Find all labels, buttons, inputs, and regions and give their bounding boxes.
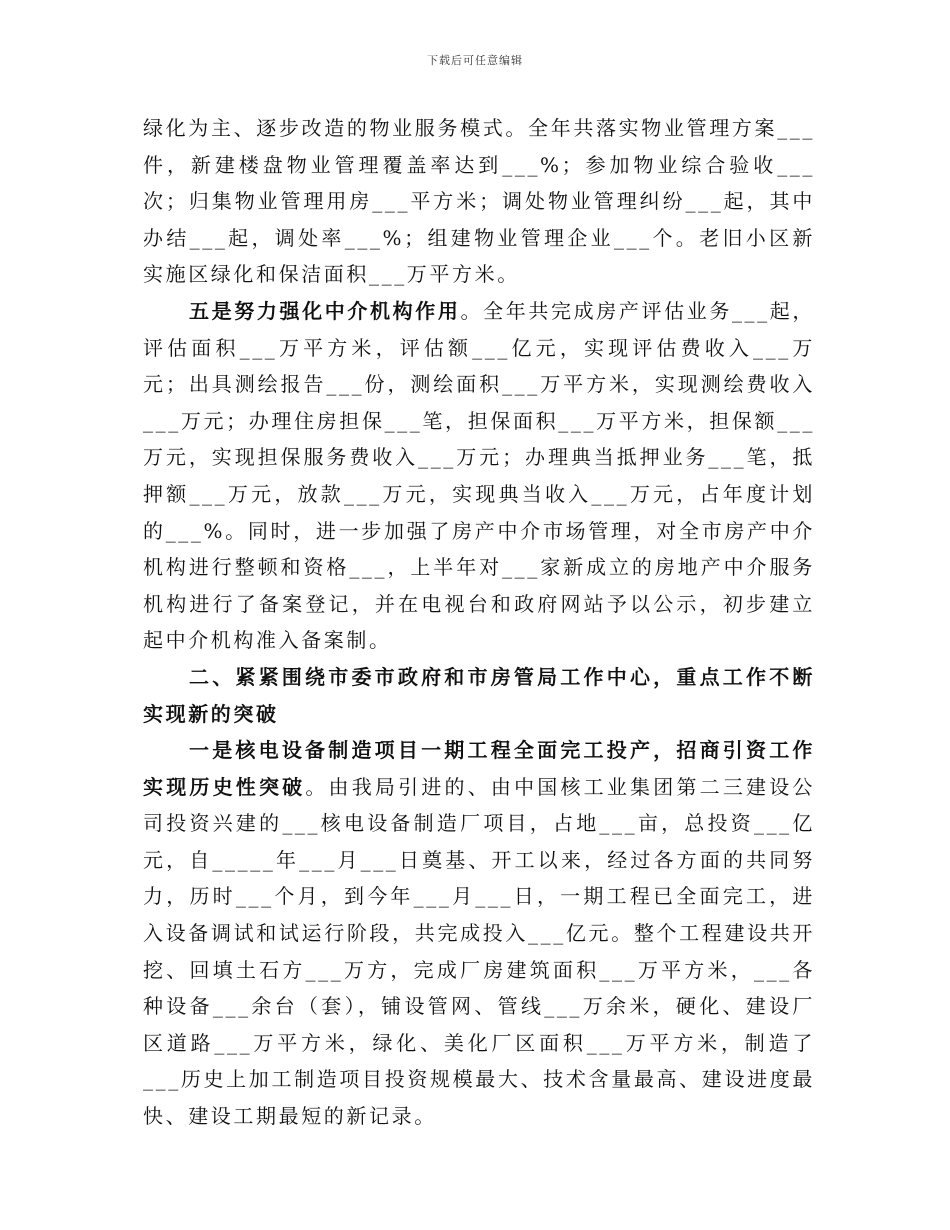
section-heading-two (143, 659, 815, 732)
paragraph-nuclear-project (143, 732, 815, 1135)
document-body (143, 110, 815, 1135)
paragraph-lead: 五是努力强化中介机构作用 (189, 298, 461, 323)
page-header: 下载后可任意编辑 (427, 54, 523, 67)
paragraph-text: 绿化为主、逐步改造的物业服务模式。全年共落实物业管理方案___件，新建楼盘物业管理覆盖率达到___%；参加物业综合验收___次；归集物业管理用房___平方米；调处物业管理纠纷___起，其中办结___起，调处率___%；组建物业管理企业___个。老旧小区新实施区绿化和保洁面积___万平方米。 (143, 116, 815, 287)
heading-text: 二、紧紧围绕市委市政府和市房管局工作中心，重点工作不断实现新的突破 (143, 664, 815, 726)
paragraph-lead: 一是核电设备制造项目一期工程全面完工投产，招商引资工作实现历史性突破 (143, 738, 815, 799)
paragraph-text: 。由我局引进的、由中国核工业集团第二三建设公司投资兴建的___核电设备制造厂项目，占地___亩，总投资___亿元，自_____年___月___日奠基、开工以来，经过各方面的共同努力，历时___个月，到今年___月___日，一期工程已全面完工，进入设备调试和试运行阶段，共完成投入___亿元。整个工程建设共开挖、回填土石方___万方，完成厂房建筑面积___万平方米，___各种设备___余台（套），铺设管网、管线___万余米，硬化、建设厂区道路___万平方米，绿化、美化厂区面积___万平方米，制造了___历史上加工制造项目投资规模最大、技术含量最高、建设进度最快、建设工期最短的新记录。 (143, 774, 816, 1129)
paragraph-text: 。全年共完成房产评估业务___起，评估面积___万平方米，评估额___亿元，实现评估费收入___万元；出具测绘报告___份，测绘面积___万平方米，实现测绘费收入___万元；办理住房担保___笔，担保面积___万平方米，担保额___万元，实现担保服务费收入___万元；办理典当抵押业务___笔，抵押额___万元，放款___万元，实现典当收入___万元，占年度计划的___%。同时，进一步加强了房产中介市场管理，对全市房产中介机构进行整顿和资格___，上半年对___家新成立的房地产中介服务机构进行了备案登记，并在电视台和政府网站予以公示，初步建立起中介机构准入备案制。 (143, 298, 816, 653)
paragraph-property-services (143, 110, 815, 293)
paragraph-intermediary-agencies (143, 293, 815, 659)
